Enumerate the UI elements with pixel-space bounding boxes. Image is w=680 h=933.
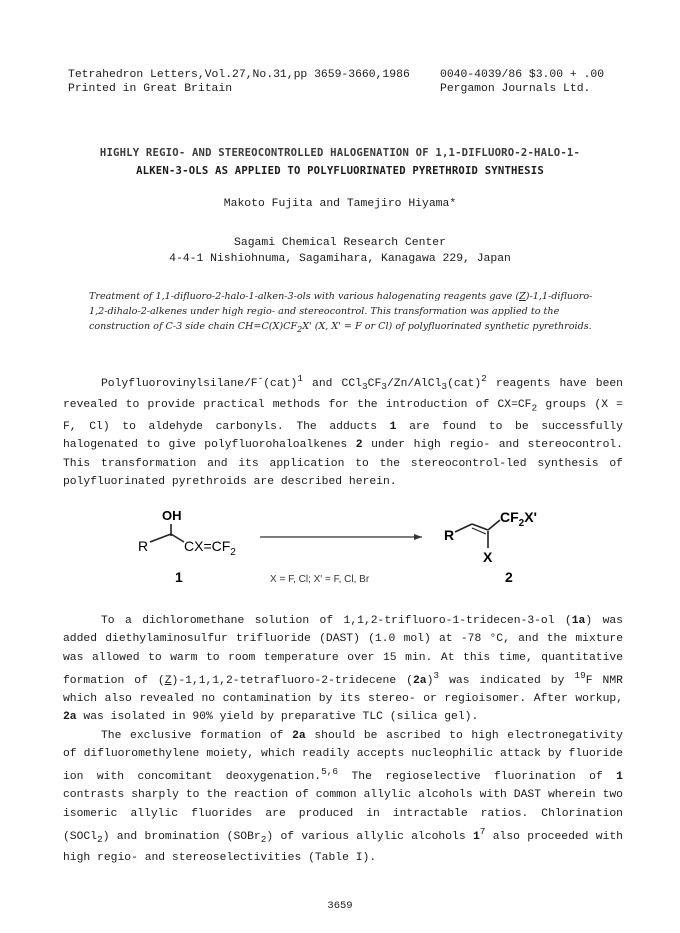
- compound-number: 1a: [571, 615, 586, 627]
- body-text: The exclusive formation of: [101, 729, 293, 742]
- body-text: was indicated by: [439, 674, 575, 687]
- intro-text: under high regio- and stereocontrol. This transformation and its application to the stereocontrol-led synthesis of polyfluorinated pyrethroids are described herein.: [63, 439, 623, 488]
- affiliation: [0, 235, 680, 267]
- intro-paragraph: [63, 370, 623, 491]
- x-substituent: X: [483, 549, 493, 565]
- z-descriptor: Z: [164, 674, 172, 687]
- ref-superscript: 1: [297, 373, 303, 384]
- body-paragraphs: [63, 612, 623, 867]
- vinyl-bond: [455, 524, 472, 532]
- intro-text: /Zn/AlCl: [386, 377, 442, 390]
- body-text: F NMR which also revealed no contamination by its stereo- or regioisomer. After workup,: [63, 674, 623, 705]
- compound-number: 1: [472, 830, 480, 843]
- intro-text: Polyfluorovinylsilane/F: [101, 377, 258, 390]
- abstract: [89, 289, 594, 337]
- intro-text: are found to be successfully halogenated to give polyfluorohaloalkenes: [63, 420, 623, 452]
- compound-number: 2a: [63, 711, 77, 724]
- subscript: 2: [97, 833, 103, 845]
- intro-text: (cat): [447, 377, 482, 390]
- r-group-right: R: [444, 527, 455, 543]
- cx-subscript: 2: [230, 547, 236, 558]
- body-text: also proceeded with high regio- and stereoselectivities (Table I).: [63, 830, 623, 865]
- intro-text: reagents have been revealed to provide practical methods for the introduction of CX=CF: [63, 377, 623, 412]
- arrow-head-icon: [414, 534, 422, 540]
- page-number: 3659: [327, 900, 353, 912]
- body-text: To a dichloromethane solution of 1,1,2-trifluoro-1-tridecen-3-ol (: [101, 615, 572, 627]
- compound-1-label: 1: [175, 569, 183, 585]
- institution: Sagami Chemical Research Center: [234, 237, 446, 249]
- cf2x-group: [500, 509, 537, 529]
- body-text: ) was added diethylaminosulfur trifluoride (DAST) (1.0 mol) at -78 °C, and the mixture was allowed to warm to room temperature over 15 min. At this time, quantitative formation of (: [63, 615, 623, 687]
- cf2-bond: [488, 520, 500, 530]
- intro-text: (cat): [263, 377, 298, 390]
- subscript: 3: [381, 381, 387, 393]
- body-text: )-1,1,1,2-tetrafluoro-2-tridecene (: [171, 674, 413, 687]
- cf2x-end: X': [524, 509, 537, 525]
- publisher: Pergamon Journals Ltd.: [440, 83, 591, 95]
- r-group-left: R: [138, 538, 149, 554]
- abstract-text-1: Treatment of 1,1-difluoro-2-halo-1-alken-3-ols with various halogenating reagents gave (: [89, 291, 520, 302]
- subscript: 3: [361, 381, 368, 393]
- body-text: ) and bromination (SOBr: [102, 830, 261, 843]
- reaction-conditions: X = F, Cl; X' = F, Cl, Br: [270, 574, 370, 585]
- intro-text: CF: [367, 377, 382, 390]
- paragraph-dast: To a dichloromethane solution of 1,1,2-trifluoro-1-tridecen-3-ol (1a) was added diethylaminosulfur trifluoride (DAST) (1.0 mol) at -78 °C, and the mixture was allowed to warm to room temperature over 15 min. At this time, quantitative formation of (Z)-1,1,1,2-tetrafluoro-2-tridecene $(2a)^3$ was indicated by $^{19}$F NMR which also revealed no contamination by its stereo- or regioisomer. After workup, 2a was isolated in 90% yield by preparative TLC (silica gel).: [63, 615, 623, 724]
- header-left: [68, 68, 410, 96]
- body-text: ) of various allylic alcohols: [266, 830, 473, 843]
- subscript: 2: [260, 833, 267, 845]
- cx-cf2-group: [184, 538, 236, 558]
- superscript: -: [257, 373, 264, 384]
- isotope-superscript: 19: [574, 669, 586, 681]
- compound-number: 1: [616, 770, 623, 783]
- hydroxyl-label: OH: [162, 508, 182, 523]
- body-text: contrasts sharply to the reaction of common allylic alcohols with DAST wherein two isomeric allylic fluorides are produced in intractable ratios. Chlorination (SOCl: [63, 789, 623, 843]
- compound-number: 2a: [292, 729, 306, 742]
- abstract-text-3: X' (X, X' = F or Cl) of polyfluorinated synthetic pyrethroids.: [302, 321, 592, 332]
- reaction-scheme: [120, 500, 590, 590]
- title-line-2: ALKEN-3-OLS AS APPLIED TO POLYFLUORINATED PYRETHROID SYNTHESIS: [136, 165, 544, 177]
- ref-superscript: 7: [479, 825, 486, 837]
- r-bond: [150, 534, 171, 542]
- body-text: should be ascribed to high electronegativity of difluoromethylene moiety, which readily accepts nucleophilic attack by fluoride ion with concomitant deoxygenation.: [63, 729, 623, 783]
- intro-text: and CCl: [302, 377, 362, 390]
- paragraph-mechanism: [63, 727, 623, 868]
- abstract-text-2: )-1,1-difluoro-1,2-dihalo-2-alkenes under high regio- and stereocontrol. This transformation was applied to the construction of C-3 side chain CH=C(X)CF: [89, 291, 593, 332]
- cx-bond: [171, 534, 184, 542]
- issn-price: 0040-4039/86 $3.00 + .00: [440, 69, 605, 81]
- subscript: 3: [441, 381, 448, 393]
- printed-in: Printed in Great Britain: [68, 83, 233, 95]
- abstract-subscript: 2: [297, 324, 303, 334]
- ref-superscript: 3: [433, 669, 440, 681]
- address: 4-4-1 Nishiohnuma, Sagamihara, Kanagawa 229, Japan: [169, 253, 511, 265]
- ref-superscript: 2: [481, 373, 487, 384]
- intro-text: groups (X = F, Cl) to aldehyde carbonyls. The adducts: [63, 399, 623, 433]
- subscript: 2: [531, 402, 538, 414]
- body-text: The regioselective fluorination of: [338, 770, 617, 783]
- journal-citation: Tetrahedron Letters,Vol.27,No.31,pp 3659-3660,1986: [68, 69, 410, 81]
- cf2x-subscript: 2: [518, 518, 525, 529]
- authors: Makoto Fujita and Tamejiro Hiyama*: [223, 198, 457, 210]
- compound-2-label: 2: [505, 569, 513, 585]
- title-line-1: HIGHLY REGIO- AND STEREOCONTROLLED HALOGENATION OF 1,1-DIFLUORO-2-HALO-1-: [99, 147, 581, 159]
- header-right: [440, 68, 604, 96]
- ref-superscript: 5,6: [321, 766, 339, 778]
- abstract-z-descriptor: Z: [519, 291, 526, 302]
- paper-title: [30, 144, 650, 180]
- compound-number: 2: [355, 439, 363, 452]
- compound-number: 2a: [412, 674, 427, 687]
- cx-text: CX=CF: [184, 538, 231, 554]
- compound-number: 1: [389, 420, 397, 433]
- body-text: was isolated in 90% yield by preparative TLC (silica gel).: [76, 711, 479, 724]
- cf2x-text: CF: [500, 509, 519, 525]
